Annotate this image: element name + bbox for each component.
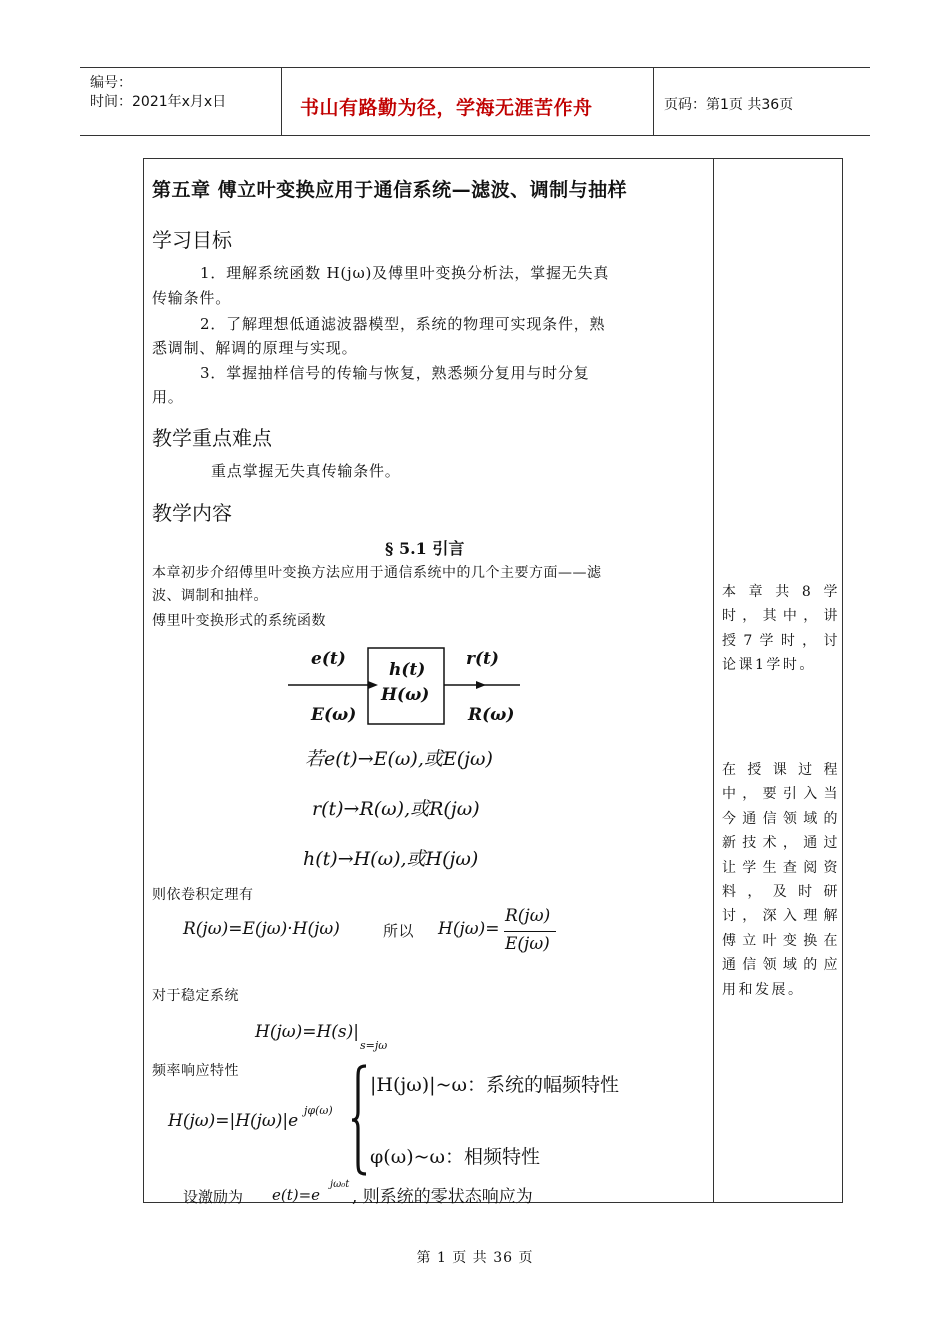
system-function-label: 傅里叶变换形式的系统函数 xyxy=(152,613,326,629)
zero-state-response-text: , 则系统的零状态响应为 xyxy=(352,1187,533,1207)
goal-item-1-line1: 1．理解系统函数 H(jω)及傅里叶变换分析法，掌握无失真 xyxy=(200,264,610,282)
goal-item-1-line2: 传输条件。 xyxy=(152,289,232,307)
system-function-box-label: H(ω) xyxy=(381,685,430,705)
section-title: § 5.1 引言 xyxy=(385,539,465,558)
side-note-line: 时，其中，讲 xyxy=(722,608,840,625)
equation-polar-form: H(jω)=|H(jω)|e xyxy=(168,1111,299,1131)
side-note-line: 料，及时研 xyxy=(722,884,840,901)
output-time-signal: r(t) xyxy=(466,649,499,669)
header-divider xyxy=(281,67,282,135)
header-page-info: 页码：第1页 共36页 xyxy=(664,97,794,113)
side-note-line: 中，要引入当 xyxy=(722,786,840,803)
so-label: 所以 xyxy=(383,922,415,940)
side-note-line: 讨，深入理解 xyxy=(722,908,840,925)
phase-characteristic: φ(ω)~ω：相频特性 xyxy=(370,1146,541,1168)
output-freq-signal: R(ω) xyxy=(468,705,515,725)
side-note-line: 在授课过程 xyxy=(722,762,840,778)
fraction-bar xyxy=(504,931,556,932)
input-time-signal: e(t) xyxy=(311,649,346,669)
intro-line-2: 波、调制和抽样。 xyxy=(152,588,268,604)
goal-item-2-line2: 悉调制、解调的原理与实现。 xyxy=(152,339,358,357)
table-column-divider xyxy=(713,158,714,1203)
header-top-rule xyxy=(80,67,870,68)
header-divider xyxy=(653,67,654,135)
side-note-line: 新技术，通过 xyxy=(722,835,840,852)
document-time-label: 时间：2021年x月x日 xyxy=(90,94,227,110)
goal-item-3-line2: 用。 xyxy=(152,388,184,406)
stable-system-label: 对于稳定系统 xyxy=(152,988,239,1004)
keypoints-heading: 教学重点难点 xyxy=(152,426,272,450)
goal-item-3-line1: 3．掌握抽样信号的传输与恢复，熟悉频分复用与时分复 xyxy=(200,364,590,382)
frequency-response-label: 频率响应特性 xyxy=(152,1063,239,1079)
equation-transform-r: r(t)→R(ω),或R(jω) xyxy=(312,798,480,820)
intro-line-1: 本章初步介绍傅里叶变换方法应用于通信系统中的几个主要方面——滤 xyxy=(152,565,602,581)
header-bottom-rule xyxy=(80,135,870,136)
side-note-line: 本章共8学 xyxy=(722,584,840,600)
input-freq-signal: E(ω) xyxy=(311,705,357,725)
side-note-teaching xyxy=(722,758,840,1002)
convolution-label: 则依卷积定理有 xyxy=(152,887,254,903)
keypoints-text: 重点掌握无失真传输条件。 xyxy=(211,462,401,480)
footer-page-number: 第 1 页 共 36 页 xyxy=(416,1250,534,1266)
side-note-line: 让学生查阅资 xyxy=(722,859,840,876)
goal-item-2-line1: 2．了解理想低通滤波器模型，系统的物理可实现条件，熟 xyxy=(200,315,606,333)
excitation-exponent: jω₀t xyxy=(330,1179,350,1190)
side-note-line: 用和发展。 xyxy=(722,981,805,998)
side-note-line: 授7学时，讨 xyxy=(722,632,840,649)
equation-convolution: R(jω)=E(jω)·H(jω) xyxy=(183,919,340,939)
chapter-title: 第五章 傅立叶变换应用于通信系统—滤波、调制与抽样 xyxy=(152,179,628,201)
side-note-line: 论课1学时。 xyxy=(722,657,816,674)
goals-heading: 学习目标 xyxy=(152,228,232,252)
side-note-line: 今通信领域的 xyxy=(722,810,840,827)
excitation-label: 设激励为 xyxy=(183,1188,244,1206)
document-number-label: 编号： xyxy=(90,75,132,91)
impulse-response-label: h(t) xyxy=(389,660,426,680)
excitation-equation: e(t)=e xyxy=(272,1186,321,1204)
content-heading: 教学内容 xyxy=(152,501,232,525)
equation-hjw-denominator: E(jω) xyxy=(505,934,550,954)
equation-stable-subscript: s=jω xyxy=(360,1039,388,1052)
equation-stable: H(jω)=H(s)| xyxy=(255,1022,360,1042)
equation-transform-h: h(t)→H(ω),或H(jω) xyxy=(303,848,479,870)
brace-symbol xyxy=(350,1064,370,1176)
equation-transform-e: 若e(t)→E(ω),或E(jω) xyxy=(305,748,493,770)
header-motto: 书山有路勤为径，学海无涯苦作舟 xyxy=(300,97,593,119)
side-note-line: 傅立叶变换在 xyxy=(722,932,840,949)
equation-hjw-lhs: H(jω)= xyxy=(438,919,500,939)
side-note-line: 通信领域的应 xyxy=(722,957,840,974)
amplitude-characteristic: |H(jω)|~ω：系统的幅频特性 xyxy=(370,1074,619,1096)
output-arrowhead xyxy=(476,681,486,689)
equation-polar-exponent: jφ(ω) xyxy=(304,1104,333,1117)
input-arrowhead xyxy=(368,681,378,689)
side-note-hours xyxy=(722,580,840,678)
equation-hjw-numerator: R(jω) xyxy=(505,906,551,926)
